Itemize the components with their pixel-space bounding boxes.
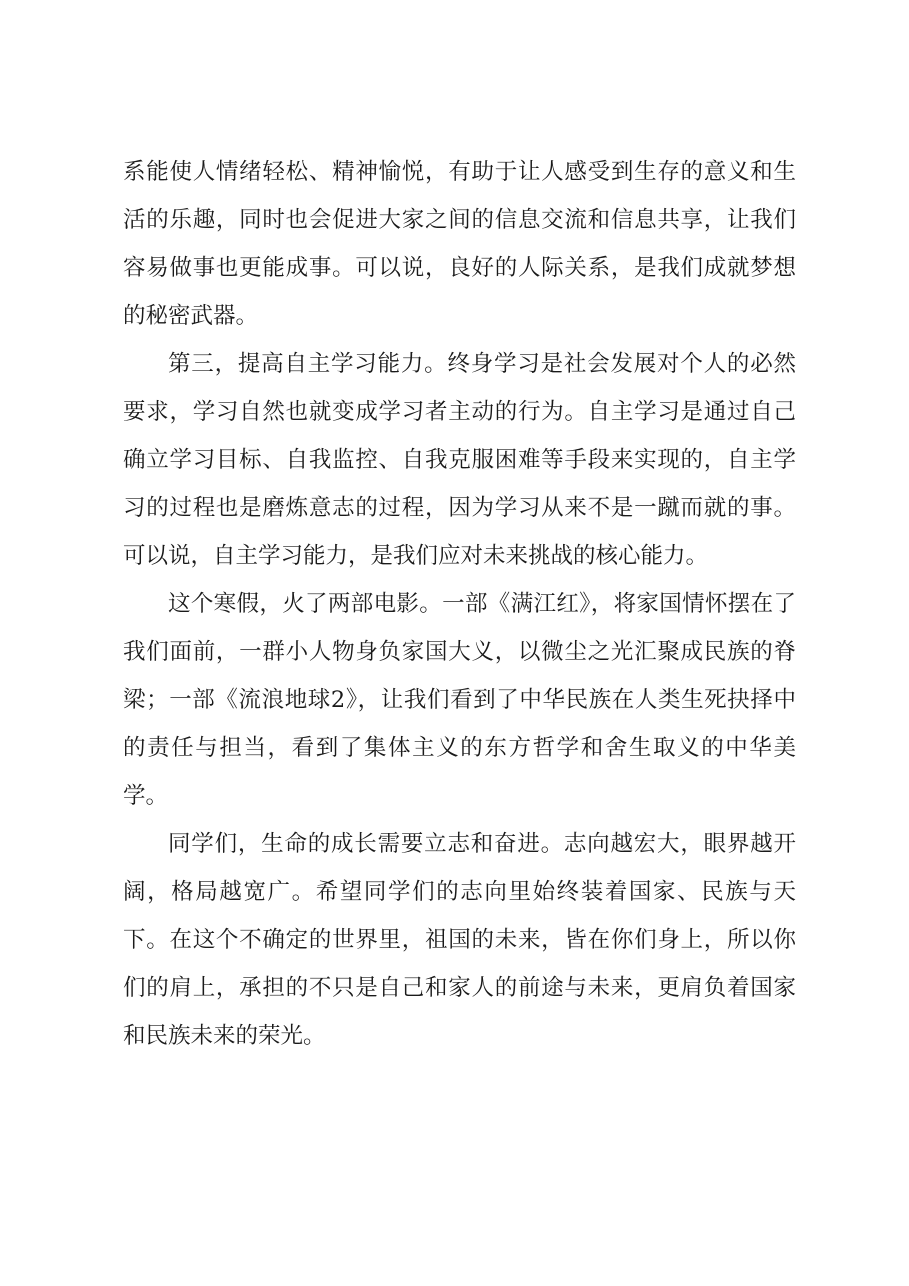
- document-body: [123, 148, 796, 1060]
- paragraph-2: 第三，提高自主学习能力。终身学习是社会发展对个人的必然要求，学习自然也就变成学习者主动的行为。自主学习是通过自己确立学习目标、自我监控、自我克服困难等手段来实现的，自主学习的过程也是磨炼意志的过程，因为学习从来不是一蹴而就的事。可以说，自主学习能力，是我们应对未来挑战的核心能力。: [123, 351, 796, 569]
- paragraph-3: 这个寒假，火了两部电影。一部《满江红》，将家国情怀摆在了我们面前，一群小人物身负家国大义，以微尘之光汇聚成民族的脊梁；一部《流浪地球2》，让我们看到了中华民族在人类生死抉择中的责任与担当，看到了集体主义的东方哲学和舍生取义的中华美学。: [123, 591, 796, 809]
- paragraph-4: 同学们，生命的成长需要立志和奋进。志向越宏大，眼界越开阔，格局越宽广。希望同学们的志向里始终装着国家、民族与天下。在这个不确定的世界里，祖国的未来，皆在你们身上，所以你们的肩上，承担的不只是自己和家人的前途与未来，更肩负着国家和民族未来的荣光。: [123, 831, 796, 1049]
- paragraph-1: 系能使人情绪轻松、精神愉悦，有助于让人感受到生存的意义和生活的乐趣，同时也会促进大家之间的信息交流和信息共享，让我们容易做事也更能成事。可以说，良好的人际关系，是我们成就梦想的秘密武器。: [123, 159, 796, 329]
